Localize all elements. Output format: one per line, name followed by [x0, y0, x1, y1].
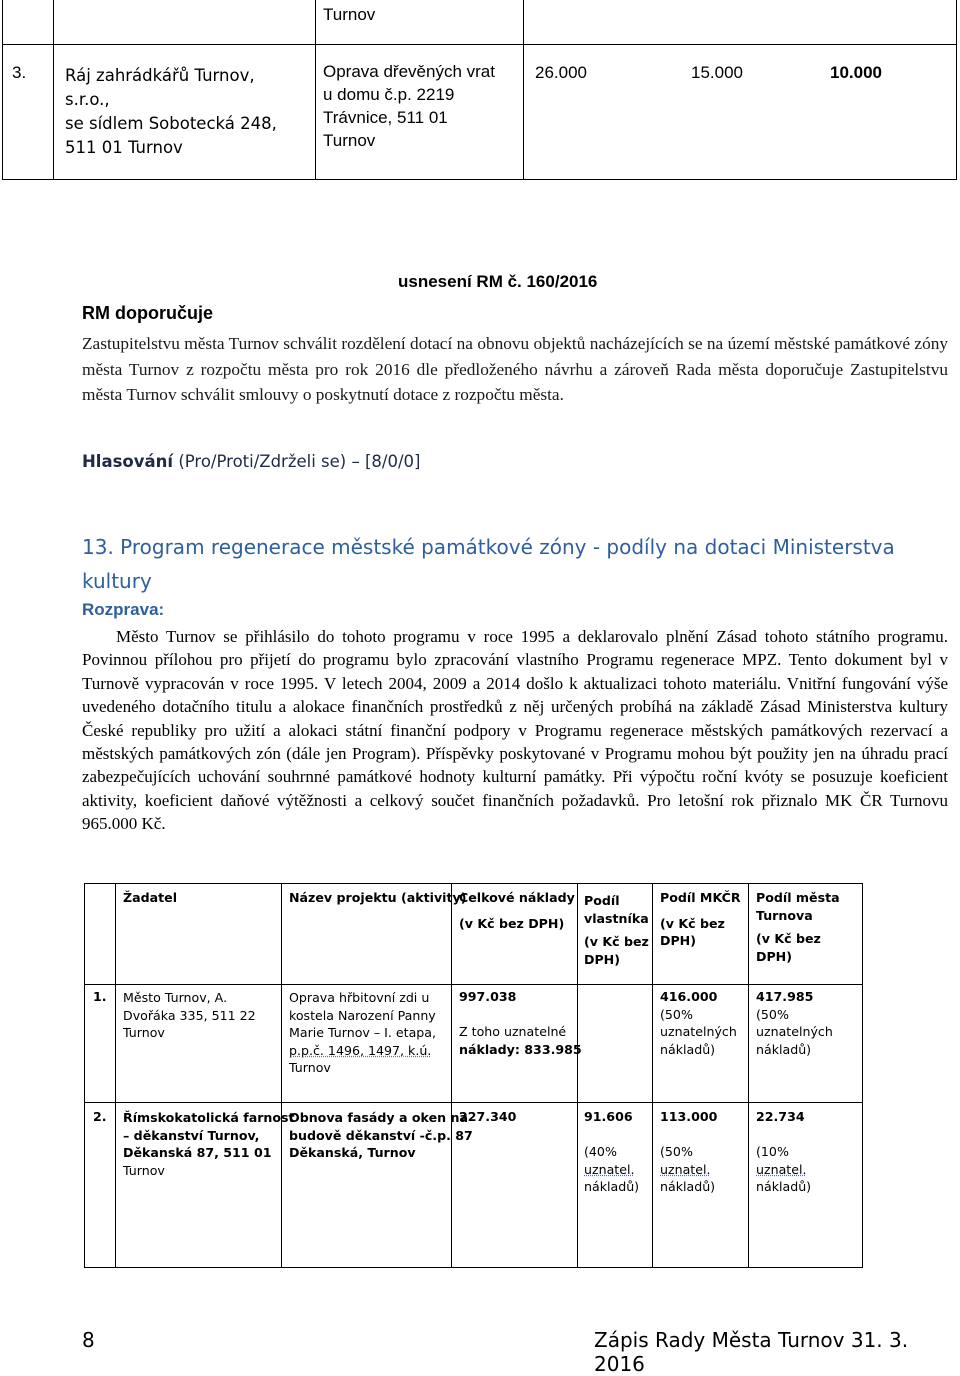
header-mkcr — [660, 889, 741, 950]
cell-line: uznatelných — [660, 1024, 737, 1039]
cell-line: nákladů) — [756, 1041, 812, 1057]
cell-line: uznatelných — [756, 1024, 833, 1039]
discussion-label: Rozprava: — [82, 600, 165, 619]
header-line: Podíl MKČR — [660, 890, 741, 905]
discussion-text: Město Turnov se přihlásilo do tohoto programu v roce 1995 a deklarovalo plnění Zásad tohoto státního programu. Povinnou přílohou pro přijetí do programu bylo zpracování vlastního Programu regenerace MPZ. Tento dokument byl v Turnově vypracován v roce 1995. V letech 2004, 2009 a 2014 došlo k aktualizaci tohoto materiálu. Vnitřní fungování výše uvedeného dotačního titulu a alokace finančních prostředků z něj určených probíhá na základě Zásad Ministerstva kultury České republiky pro užití a alokaci státní finanční podpory v Programu regenerace městských památkových rezervací a městských památkových zón (dále jen Program). Příspěvky poskytované v Programu mohou být použity jen na úhradu prací zabezpečujících uchování souhrnné památkové hodnoty kulturní památky. Při výpočtu roční kvóty se posuzuje koeficient aktivity, koeficient daňové výtěžnosti a celkový součet finančních požadavků. Pro letošní rok přiznalo MK ČR Turnovu 965.000 Kč. — [82, 627, 948, 834]
header-line: Podíl města — [756, 890, 840, 905]
header-applicant: Žadatel — [123, 890, 178, 905]
row-total — [459, 988, 582, 1058]
previous-grant-table — [2, 0, 957, 180]
header-line: DPH) — [584, 951, 620, 967]
cell-line: (50% — [756, 1006, 789, 1022]
cell-line: nákladů) — [756, 1179, 812, 1194]
vote-label: Hlasování — [82, 452, 174, 471]
section-heading — [82, 530, 952, 598]
cell-line: nákladů) — [584, 1179, 640, 1194]
table-divider — [281, 884, 282, 1268]
cell-line: 113.000 — [660, 1109, 718, 1124]
cell-line: Turnov — [123, 1162, 165, 1178]
row-number: 2. — [93, 1109, 107, 1124]
table-divider — [3, 44, 956, 45]
header-project: Název projektu (aktivity) — [289, 890, 467, 905]
applicant-line: 511 01 Turnov — [65, 138, 183, 157]
cell-line: 227.340 — [459, 1109, 517, 1124]
page-number: 8 — [82, 1328, 95, 1352]
cell-line — [584, 1126, 639, 1144]
table-divider — [85, 1102, 863, 1103]
header-line: Podíl — [584, 893, 620, 908]
cell-line: (10% — [756, 1144, 789, 1159]
cell-line: budově děkanství -č.p. 87 — [289, 1127, 473, 1143]
cell-line: (50% — [660, 1006, 693, 1022]
cell-line: Dvořáka 335, 511 22 — [123, 1007, 256, 1023]
row-total — [459, 1108, 516, 1126]
row-mkcr — [660, 1108, 717, 1196]
cell-line: 417.985 — [756, 989, 814, 1004]
continued-cell-text: Turnov — [323, 5, 376, 24]
cell-line: nákladů) — [660, 1041, 716, 1057]
cell-line: nákladů) — [660, 1179, 716, 1194]
cell-line: uznatel. — [756, 1161, 807, 1177]
cell-line: Z toho uznatelné — [459, 1024, 567, 1039]
table-divider — [577, 884, 578, 1268]
header-owner — [584, 892, 649, 968]
project-line: Oprava dřevěných vrat — [323, 62, 495, 81]
header-line: DPH) — [660, 933, 696, 948]
cell-line: Oprava hřbitovní zdi u — [289, 990, 430, 1005]
cell-line: p.p.č. 1496, 1497, k.ú. — [289, 1042, 432, 1058]
table-divider — [523, 0, 524, 180]
applicant-cell — [65, 64, 277, 160]
cell-line: (40% — [584, 1144, 617, 1159]
table-divider — [115, 884, 116, 1268]
grant-table — [84, 883, 863, 1268]
cell-line: Děkanská 87, 511 01 — [123, 1145, 272, 1160]
applicant-line: s.r.o., — [65, 90, 110, 109]
cell-line: Marie Turnov – I. etapa, — [289, 1025, 437, 1040]
cell-line: – děkanství Turnov, — [123, 1127, 260, 1143]
amount-city: 10.000 — [830, 63, 882, 82]
cell-line: 997.038 — [459, 989, 517, 1004]
cell-line: Turnov — [289, 1060, 331, 1075]
table-divider — [53, 0, 54, 180]
resolution-text: Zastupitelstvu města Turnov schválit rozdělení dotací na obnovu objektů nacházejících se na území městské památkové zóny města Turnov z rozpočtu města pro rok 2016 dle předloženého návrhu a zároveň Rada města doporučuje Zastupitelstvu města Turnov schválit smlouvy o poskytnutí dotace z rozpočtu města. — [82, 334, 948, 404]
row-mkcr — [660, 988, 737, 1058]
header-line: (v Kč bez — [756, 931, 821, 946]
header-city — [756, 889, 840, 965]
cell-line: (50% — [660, 1144, 693, 1159]
cell-line: Město Turnov, A. — [123, 990, 228, 1005]
header-line: (v Kč bez DPH) — [459, 915, 565, 931]
row-number: 3. — [12, 63, 27, 82]
cell-line: kostela Narození Panny — [289, 1007, 436, 1023]
table-divider — [652, 884, 653, 1268]
amount-total: 26.000 — [535, 63, 587, 82]
cell-line: uznatel. — [584, 1161, 635, 1177]
cell-value: náklady: 833.985 — [459, 1041, 582, 1057]
cell-line — [459, 1006, 582, 1024]
cell-line — [660, 1126, 717, 1144]
row-applicant — [123, 989, 256, 1042]
cell-line: 91.606 — [584, 1109, 633, 1124]
cell-line: Obnova fasády a oken na — [289, 1110, 468, 1125]
header-line: vlastníka — [584, 910, 649, 926]
project-line: u domu č.p. 2219 — [323, 85, 455, 104]
project-cell — [323, 60, 495, 152]
section-heading-line: 13. Program regenerace městské památkové zóny - podíly na dotaci Ministerstva — [82, 535, 895, 559]
row-owner — [584, 1108, 639, 1196]
vote-result: (Pro/Proti/Zdrželi se) – [8/0/0] — [178, 452, 421, 471]
header-line: (v Kč bez — [660, 915, 725, 931]
footer-title: Zápis Rady Města Turnov 31. 3. 2016 — [594, 1328, 909, 1376]
row-city — [756, 1108, 811, 1196]
section-heading-line: kultury — [82, 569, 152, 593]
cell-line: Turnov — [123, 1025, 165, 1040]
row-number: 1. — [93, 989, 107, 1004]
row-project — [289, 1109, 473, 1162]
recommend-heading: RM doporučuje — [82, 303, 213, 323]
vote-line — [82, 452, 420, 471]
project-line: Turnov — [323, 131, 376, 150]
applicant-line: se sídlem Sobotecká 248, — [65, 114, 277, 133]
cell-line: 416.000 — [660, 989, 718, 1004]
row-applicant — [123, 1109, 295, 1179]
row-project — [289, 989, 436, 1077]
cell-line: uznatel. — [660, 1161, 711, 1177]
header-line: (v Kč bez — [584, 934, 649, 949]
header-line: DPH) — [756, 948, 792, 964]
resolution-number: usnesení RM č. 160/2016 — [398, 272, 598, 291]
table-divider — [315, 0, 316, 180]
cell-line: Římskokatolická farnost — [123, 1110, 295, 1125]
cell-line: Děkanská, Turnov — [289, 1145, 416, 1160]
table-divider — [451, 884, 452, 1268]
project-line: Trávnice, 511 01 — [323, 108, 448, 127]
row-city — [756, 988, 833, 1058]
header-total — [459, 889, 575, 932]
amount-mkcr: 15.000 — [691, 63, 743, 82]
table-divider — [748, 884, 749, 1268]
cell-line — [459, 1041, 582, 1059]
header-line: Celkové náklady — [459, 890, 575, 905]
header-line: Turnova — [756, 907, 813, 923]
cell-line: 22.734 — [756, 1109, 805, 1124]
cell-line — [756, 1126, 811, 1144]
applicant-line: Ráj zahrádkářů Turnov, — [65, 66, 255, 85]
table-divider — [85, 984, 863, 985]
